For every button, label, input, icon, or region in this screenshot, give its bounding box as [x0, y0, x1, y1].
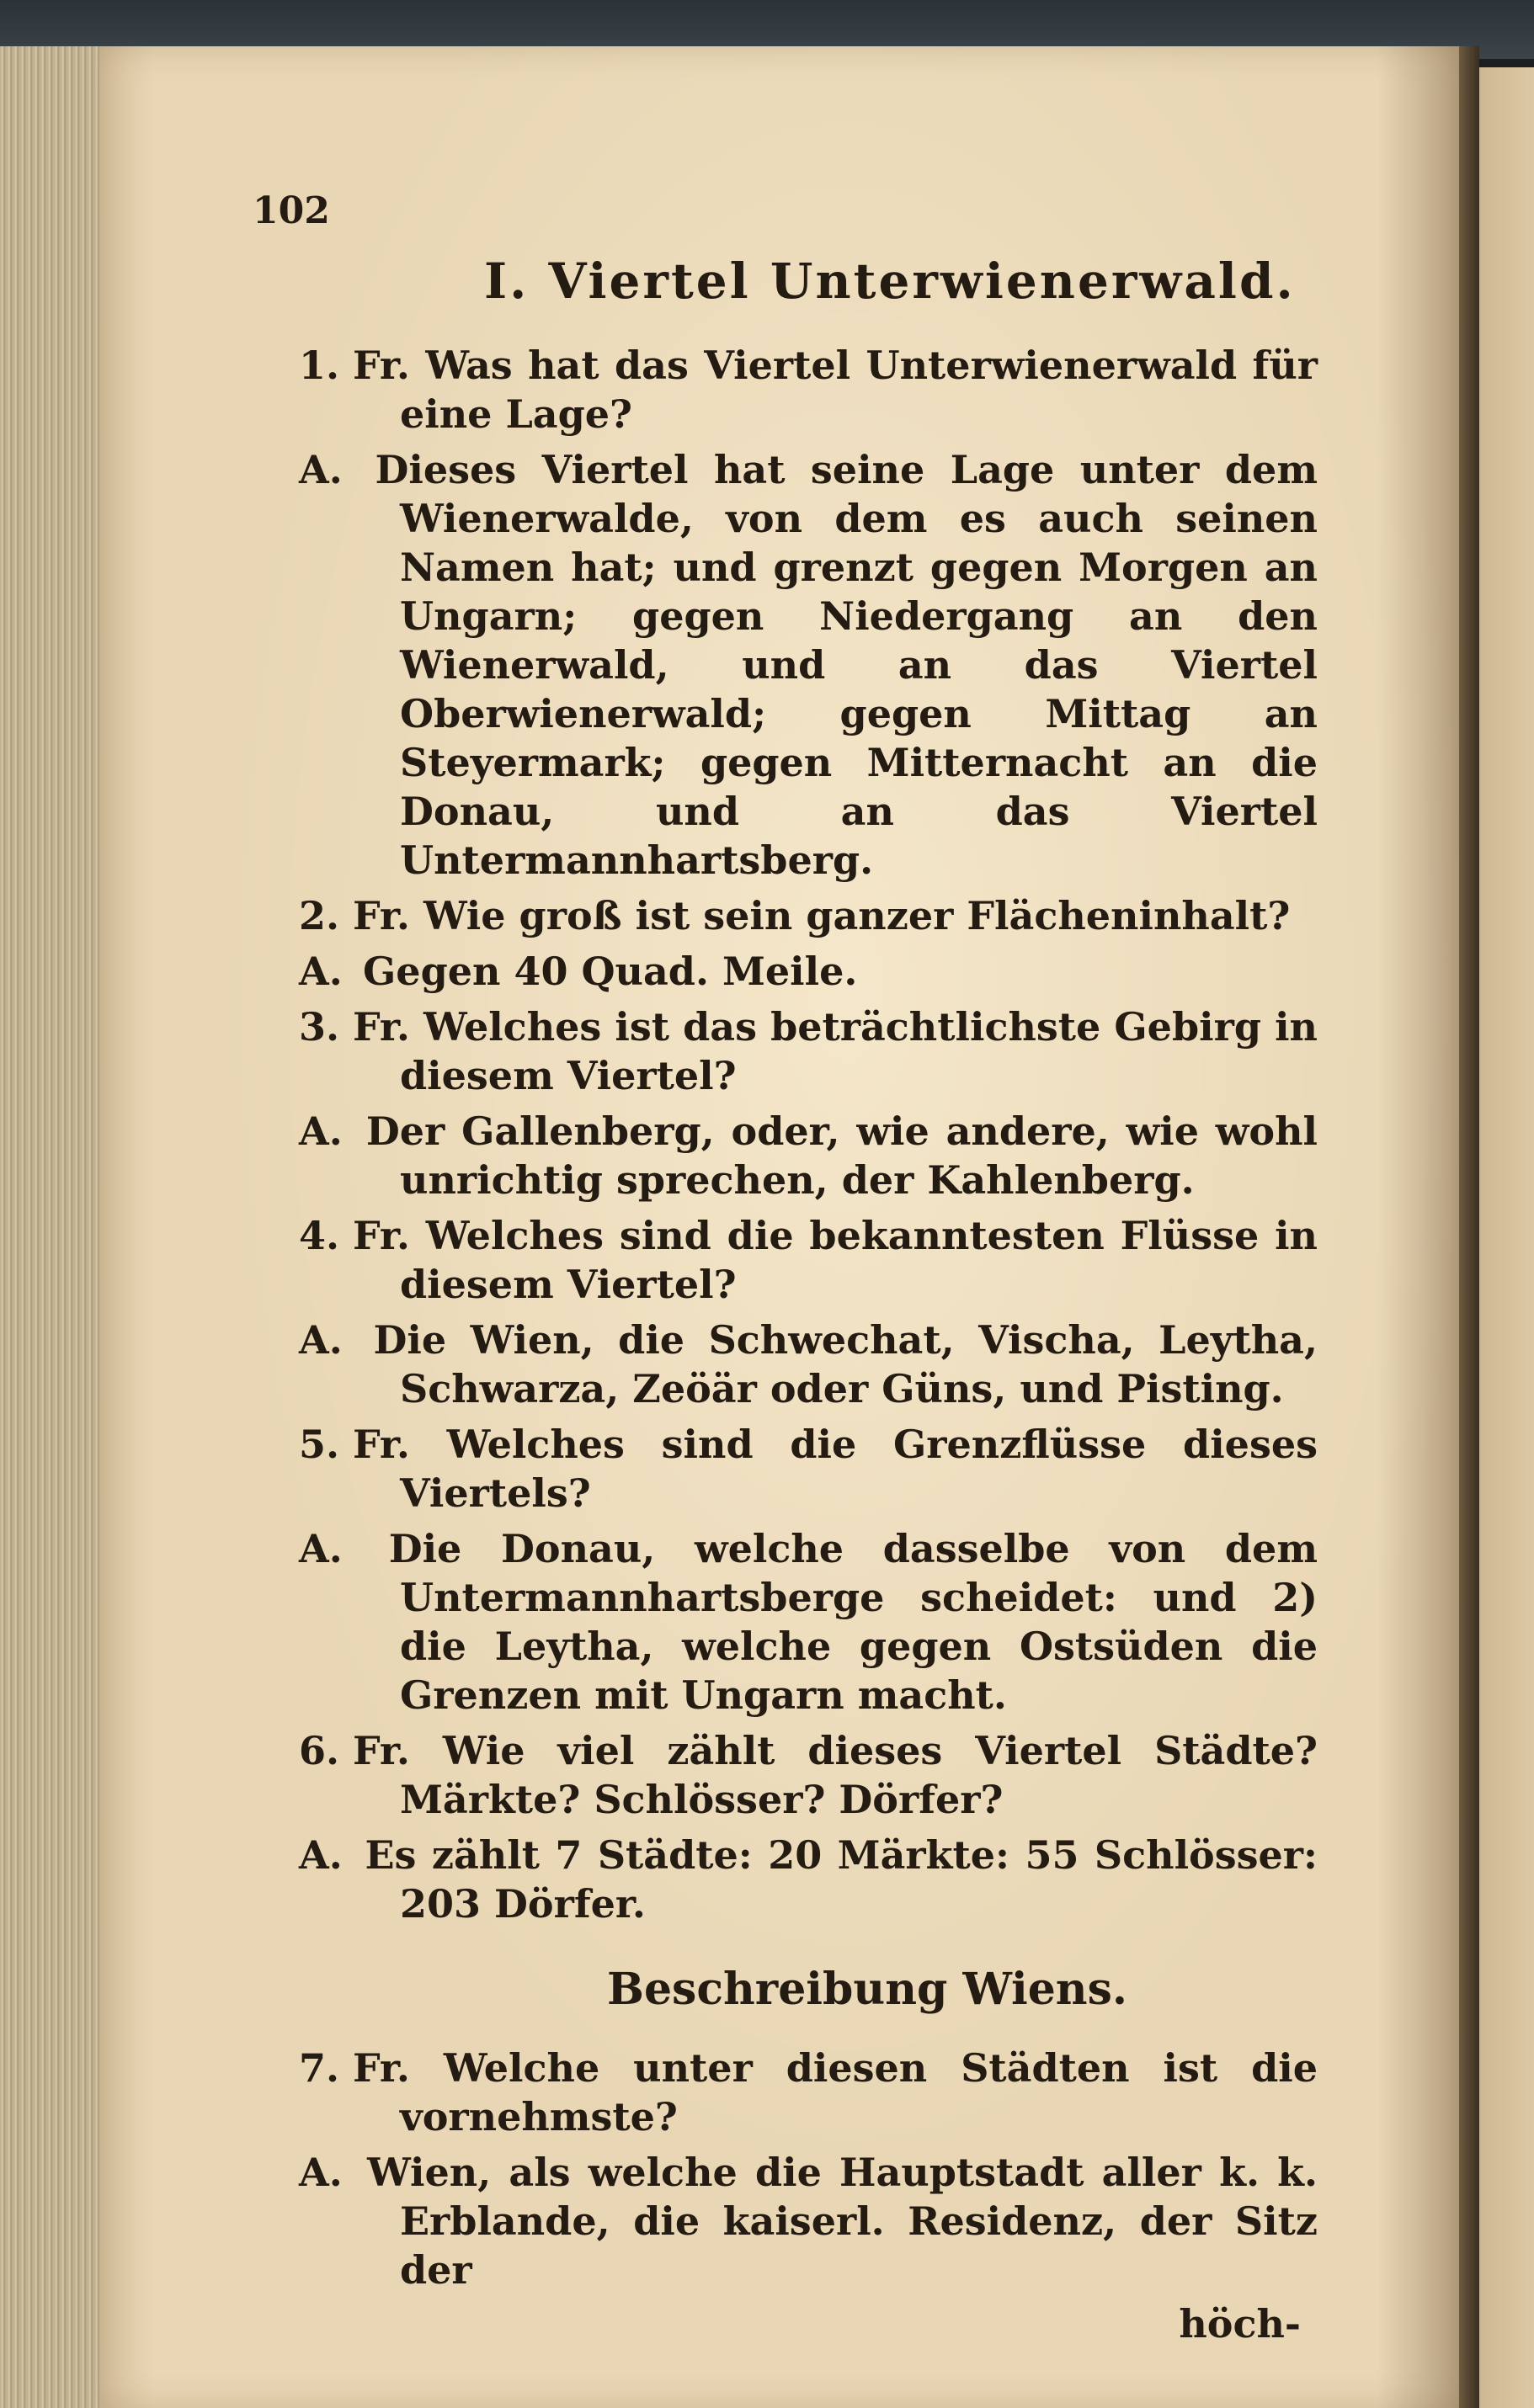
question-7	[299, 2044, 1318, 2141]
subheading: Beschreibung Wiens.	[607, 1964, 1127, 2015]
section-title: I. Viertel Unterwienerwald.	[484, 252, 1296, 310]
answer-5	[349, 1524, 1318, 1720]
question-4	[299, 1211, 1318, 1309]
entry-text: Welche unter diesen Städten ist die vornehmste?	[400, 2045, 1318, 2140]
page-edges-stack	[0, 46, 114, 2408]
entry-text: Dieses Viertel hat seine Lage unter dem Wienerwalde, von dem es auch seinen Namen hat; und grenzt gegen Morgen an Ungarn; gegen Niedergang an den Wienerwald, und an das Viertel Oberwienerwald; gegen Mittag an Steyermark; gegen Mitternacht an die Donau, und an das Viertel Untermannhartsberg.	[375, 447, 1318, 883]
entry-marker: 5. Fr.	[299, 1422, 410, 1467]
catchword: höch-	[1179, 2301, 1301, 2347]
book-gutter	[1459, 46, 1479, 2408]
answer-7	[349, 2148, 1318, 2294]
answer-4	[349, 1316, 1318, 1413]
facing-page-edge	[1479, 67, 1534, 2408]
entry-text: Die Donau, welche dasselbe von dem Untermannhartsberge scheidet: und 2) die Leytha, welche gegen Ostsüden die Grenzen mit Ungarn macht.	[388, 1526, 1318, 1718]
answer-1	[349, 445, 1318, 885]
entry-text: Wie viel zählt dieses Viertel Städte? Märkte? Schlösser? Dörfer?	[400, 1728, 1318, 1822]
question-3	[299, 1002, 1318, 1100]
answer-6	[349, 1831, 1318, 1928]
page-number: 102	[253, 189, 330, 232]
entry-marker: 7. Fr.	[299, 2045, 410, 2091]
entry-text: Welches sind die Grenzflüsse dieses Viertels?	[400, 1422, 1318, 1516]
entry-marker: 6. Fr.	[299, 1728, 410, 1773]
entry-text: Gegen 40 Quad. Meile.	[363, 949, 858, 994]
entry-marker: 1. Fr.	[299, 343, 410, 388]
entry-text: Welches ist das beträchtlichste Gebirg in diesem Viertel?	[400, 1004, 1318, 1098]
question-6	[299, 1726, 1318, 1824]
answer-3	[349, 1107, 1318, 1204]
question-answer-text	[299, 341, 1318, 2347]
answer-2	[349, 947, 1318, 996]
question-5	[299, 1420, 1318, 1518]
question-1	[299, 341, 1318, 439]
entry-text: Was hat das Viertel Unterwienerwald für eine Lage?	[400, 343, 1318, 437]
entry-marker: 2. Fr.	[299, 893, 410, 938]
entry-marker: 3. Fr.	[299, 1004, 410, 1050]
entry-text: Der Gallenberg, oder, wie andere, wie wohl unrichtig sprechen, der Kahlenberg.	[365, 1108, 1318, 1203]
entry-text: Wien, als welche die Hauptstadt aller k. k. Erblande, die kaiserl. Residenz, der Sitz der	[367, 2150, 1318, 2293]
entry-text: Welches sind die bekanntesten Flüsse in diesem Viertel?	[400, 1213, 1318, 1307]
entry-text: Es zählt 7 Städte: 20 Märkte: 55 Schlösser: 203 Dörfer.	[365, 1832, 1318, 1927]
entry-text: Wie groß ist sein ganzer Flächeninhalt?	[423, 893, 1291, 938]
entry-marker: 4. Fr.	[299, 1213, 410, 1258]
question-2	[299, 891, 1318, 940]
entry-text: Die Wien, die Schwechat, Vischa, Leytha, Schwarza, Zeöär oder Güns, und Pisting.	[373, 1317, 1318, 1411]
